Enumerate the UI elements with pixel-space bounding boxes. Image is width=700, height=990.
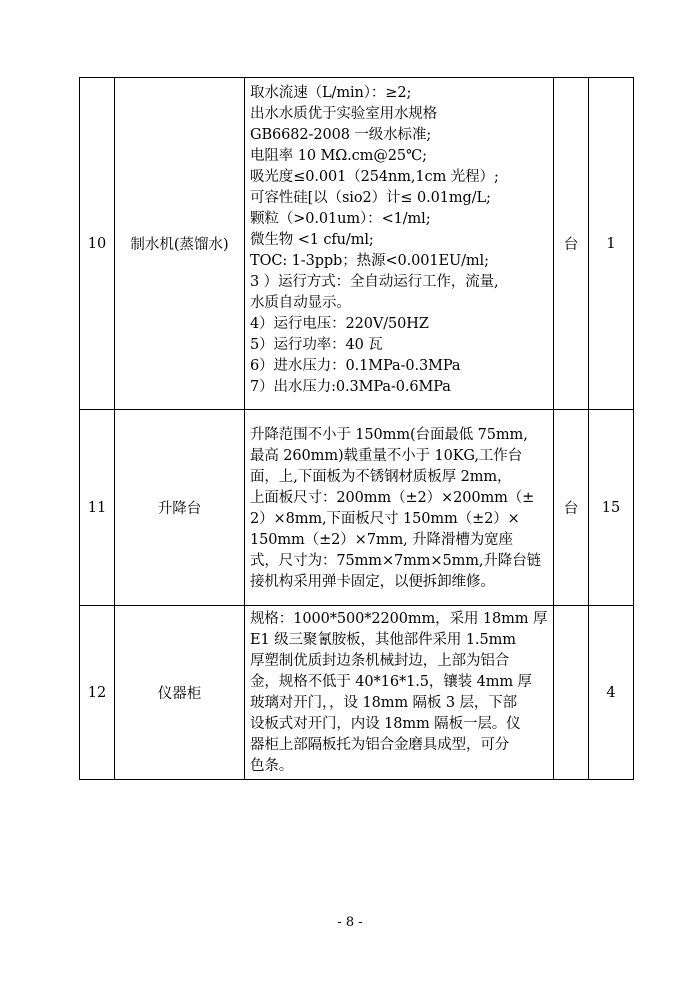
spec-line: 2）×8mm,下面板尺寸 150mm（±2）× (250, 511, 520, 527)
item-name: 制水机(蒸馏水) (115, 78, 245, 410)
spec-line: 玻璃对开门，，设 18mm 隔板 3 层，下部 (250, 695, 518, 711)
spec-line: 最高 260mm)载重量不小于 10KG,工作台 (250, 448, 523, 464)
item-unit: 台 (554, 410, 589, 606)
item-name: 仪器柜 (115, 606, 245, 780)
spec-line: 设板式对开门，内设 18mm 隔板一层。仪 (250, 716, 521, 732)
spec-line: 接机构采用弹卡固定，以便拆卸维修。 (250, 574, 495, 590)
spec-line: 色条。 (250, 758, 294, 774)
spec-line: 面，上,下面板为不锈钢材质板厚 2mm， (250, 469, 512, 485)
spec-line: E1 级三聚氰胺板，其他部件采用 1.5mm (250, 632, 516, 648)
item-spec (245, 78, 554, 410)
table-row (80, 78, 634, 410)
spec-line: 厚塑制优质封边条机械封边，上部为铝合 (250, 653, 510, 669)
row-number: 12 (80, 606, 115, 780)
spec-line: 升降范围不小于 150mm(台面最低 75mm, (250, 427, 528, 443)
spec-line: 上面板尺寸：200mm（±2）×200mm（± (250, 490, 535, 506)
spec-line: 4）运行电压：220V/50HZ (250, 316, 429, 332)
spec-line: 微生物 <1 cfu/ml; (250, 232, 374, 248)
spec-line: 可容性硅[以（sio2）计≤ 0.01mg/L; (250, 190, 491, 206)
spec-line: 金，规格不低于 40*16*1.5，镶装 4mm 厚 (250, 674, 532, 690)
item-quantity: 1 (589, 78, 634, 410)
item-unit: 台 (554, 78, 589, 410)
item-name: 升降台 (115, 410, 245, 606)
spec-line: 颗粒（>0.01um）：<1/ml; (250, 211, 431, 227)
row-number: 10 (80, 78, 115, 410)
table-row (80, 410, 634, 606)
spec-line: 出水水质优于实验室用水规格 (250, 106, 438, 122)
spec-line: 器柜上部隔板托为铝合金磨具成型，可分 (250, 737, 510, 753)
spec-line: 3 ）运行方式：全自动运行工作，流量, (250, 274, 499, 290)
equipment-table (79, 77, 634, 780)
spec-line: 吸光度≤0.001（254nm,1cm 光程）; (250, 169, 499, 185)
spec-line: TOC: 1-3ppb；热源<0.001EU/ml; (250, 253, 489, 269)
page-number: - 8 - (337, 915, 363, 930)
item-unit (554, 606, 589, 780)
item-quantity: 15 (589, 410, 634, 606)
spec-line: 取水流速（L/min）：≥2; (250, 85, 412, 101)
spec-line: GB6682-2008 一级水标准; (250, 127, 432, 143)
spec-line: 7）出水压力:0.3MPa-0.6MPa (250, 379, 451, 395)
spec-line: 5）运行功率：40 瓦 (250, 337, 383, 353)
spec-line: 150mm（±2）×7mm, 升降滑槽为宽座 (250, 532, 513, 548)
spec-line: 水质自动显示。 (250, 295, 351, 311)
item-spec (245, 410, 554, 606)
spec-line: 式，尺寸为：75mm×7mm×5mm,升降台链 (250, 553, 542, 569)
item-spec (245, 606, 554, 780)
row-number: 11 (80, 410, 115, 606)
table-row (80, 606, 634, 780)
item-quantity: 4 (589, 606, 634, 780)
spec-line: 电阻率 10 MΩ.cm@25℃; (250, 148, 427, 164)
spec-line: 6）进水压力：0.1MPa-0.3MPa (250, 358, 461, 374)
spec-line: 规格：1000*500*2200mm，采用 18mm 厚 (250, 611, 548, 627)
